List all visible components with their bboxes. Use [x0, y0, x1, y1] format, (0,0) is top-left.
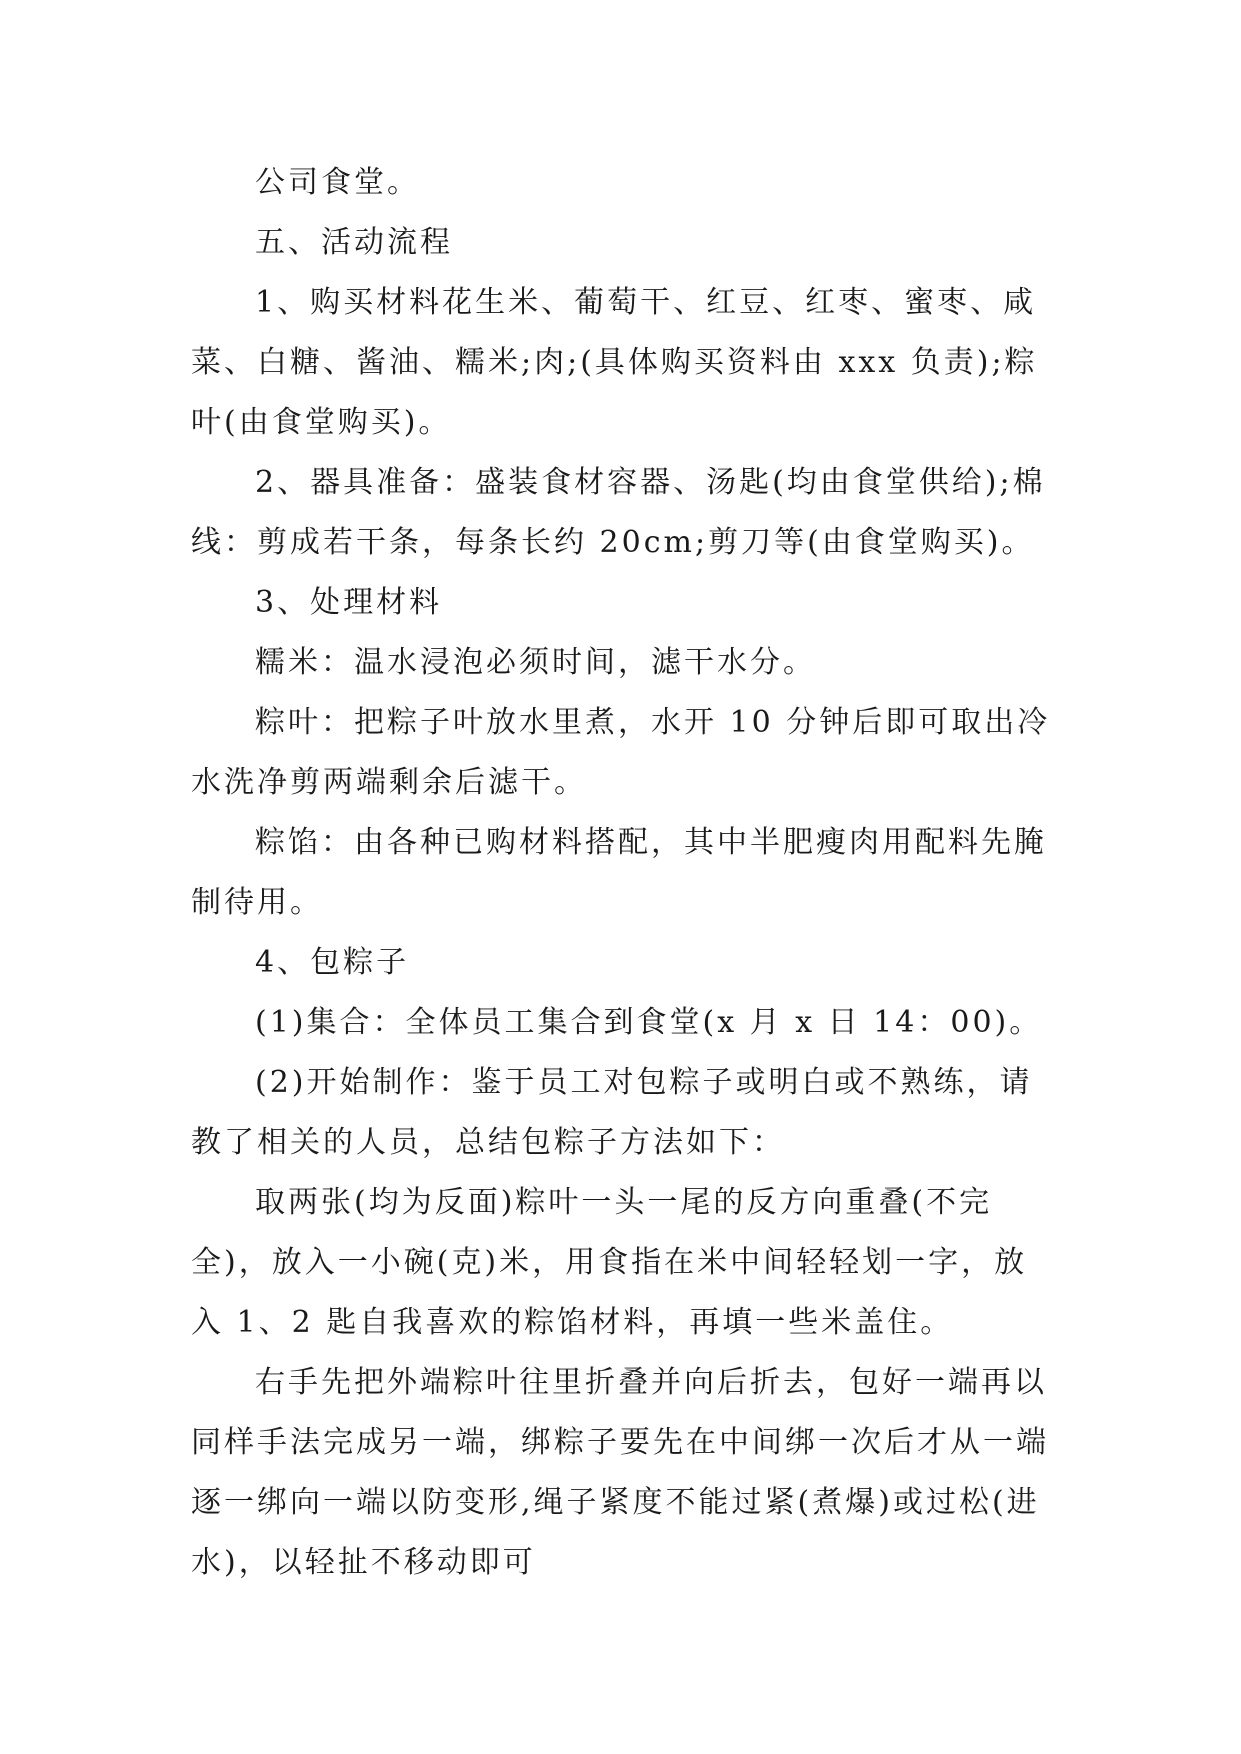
text-line: 菜、白糖、酱油、糯米;肉;(具体购买资料由 xxx 负责);粽 [191, 345, 1038, 380]
text-line: (1)集合：全体员工集合到食堂(x 月 x 日 14：00)。 [255, 1005, 1043, 1040]
text-line: 同样手法完成另一端，绑粽子要先在中间绑一次后才从一端 [191, 1425, 1049, 1460]
document-body [191, 153, 1053, 1593]
text-line: 叶(由食堂购买)。 [191, 405, 452, 440]
text-line: 逐一绑向一端以防变形,绳子紧度不能过紧(煮爆)或过松(进 [191, 1485, 1040, 1520]
text-line: (2)开始制作：鉴于员工对包粽子或明白或不熟练，请 [255, 1065, 1033, 1100]
text-line: 全)，放入一小碗(克)米，用食指在米中间轻轻划一字，放 [191, 1245, 1028, 1280]
text-line: 制待用。 [191, 885, 323, 920]
text-line: 线：剪成若干条，每条长约 20cm;剪刀等(由食堂购买)。 [191, 525, 1035, 560]
text-line: 教了相关的人员，总结包粽子方法如下： [191, 1125, 785, 1160]
subsection-heading: 4、包粽子 [255, 945, 410, 980]
text-line: 水洗净剪两端剩余后滤干。 [191, 765, 587, 800]
text-line: 公司食堂。 [255, 165, 420, 200]
text-line: 水)，以轻扯不移动即可 [191, 1545, 536, 1580]
subsection-heading: 3、处理材料 [255, 585, 443, 620]
text-line: 右手先把外端粽叶往里折叠并向后折去，包好一端再以 [255, 1365, 1047, 1400]
text-line: 1、购买材料花生米、葡萄干、红豆、红枣、蜜枣、咸 [255, 285, 1037, 320]
text-line: 粽叶：把粽子叶放水里煮，水开 10 分钟后即可取出冷 [255, 705, 1051, 740]
text-line: 2、器具准备：盛装食材容器、汤匙(均由食堂供给);棉 [255, 465, 1046, 500]
section-heading: 五、活动流程 [255, 225, 453, 260]
text-line: 入 1、2 匙自我喜欢的粽馅材料，再填一些米盖住。 [191, 1305, 954, 1340]
text-line: 取两张(均为反面)粽叶一头一尾的反方向重叠(不完 [255, 1185, 993, 1220]
text-line: 糯米：温水浸泡必须时间，滤干水分。 [255, 645, 816, 680]
text-line: 粽馅：由各种已购材料搭配，其中半肥瘦肉用配料先腌 [255, 825, 1047, 860]
